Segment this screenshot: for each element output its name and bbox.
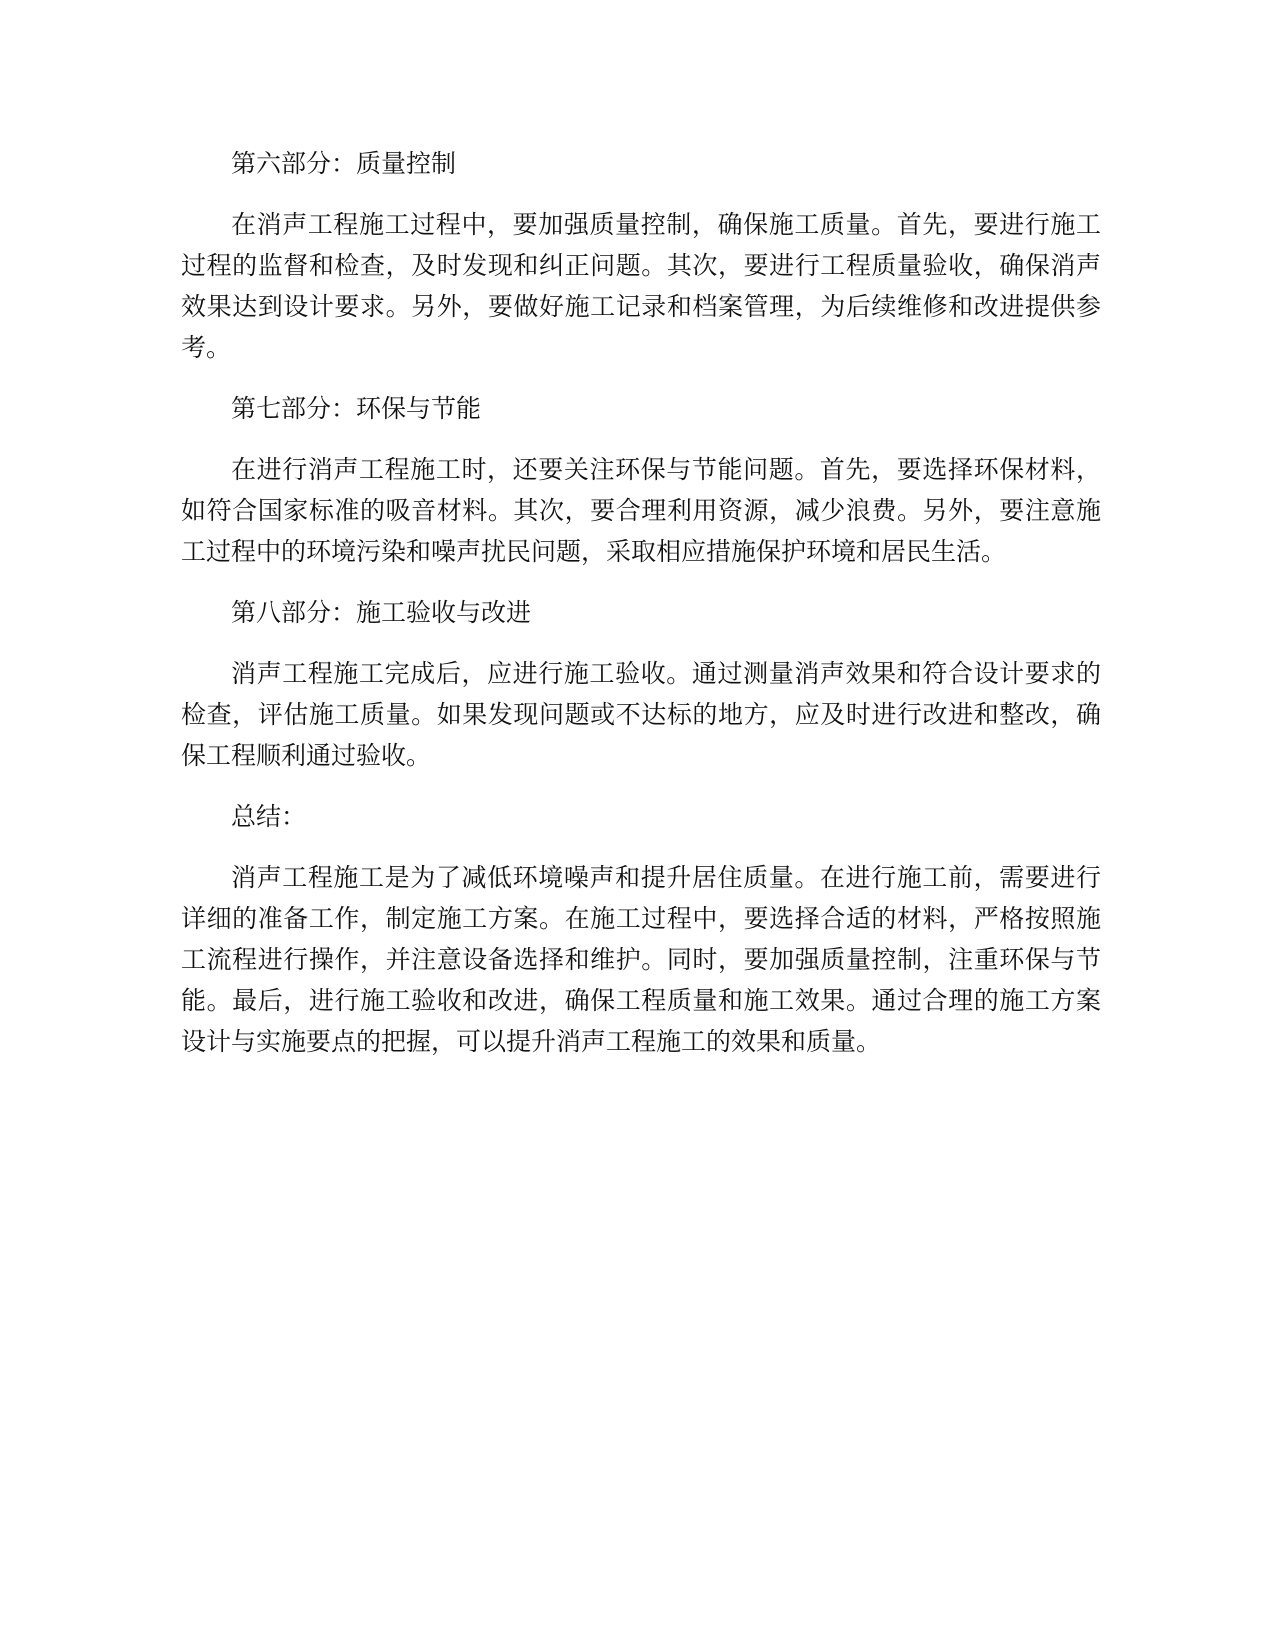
- section-heading-acceptance-improvement: 第八部分：施工验收与改进: [231, 598, 532, 627]
- section-paragraph-summary: 消声工程施工是为了减低环境噪声和提升居住质量。在进行施工前，需要进行详细的准备工作，制定施工方案。在施工过程中，要选择合适的材料，严格按照施工流程进行操作，并注意设备选择和维护。同时，要加强质量控制，注重环保与节能。最后，进行施工验收和改进，确保工程质量和施工效果。通过合理的施工方案设计与实施要点的把握，可以提升消声工程施工的效果和质量。: [181, 863, 1101, 1056]
- section-paragraph-acceptance-improvement: 消声工程施工完成后，应进行施工验收。通过测量消声效果和符合设计要求的检查，评估施工质量。如果发现问题或不达标的地方，应及时进行改进和整改，确保工程顺利通过验收。: [181, 659, 1101, 770]
- section-paragraph-environment-energy: 在进行消声工程施工时，还要关注环保与节能问题。首先，要选择环保材料，如符合国家标准的吸音材料。其次，要合理利用资源，减少浪费。另外，要注意施工过程中的环境污染和噪声扰民问题，采取相应措施保护环境和居民生活。: [181, 455, 1101, 566]
- section-heading-environment-energy: 第七部分：环保与节能: [231, 394, 482, 423]
- section-heading-quality-control: 第六部分：质量控制: [231, 149, 457, 178]
- section-heading-summary: 总结：: [231, 802, 307, 831]
- document-body: [181, 143, 1101, 1082]
- section-paragraph-quality-control: 在消声工程施工过程中，要加强质量控制，确保施工质量。首先，要进行施工过程的监督和检查，及时发现和纠正问题。其次，要进行工程质量验收，确保消声效果达到设计要求。另外，要做好施工记录和档案管理，为后续维修和改进提供参考。: [181, 210, 1101, 362]
